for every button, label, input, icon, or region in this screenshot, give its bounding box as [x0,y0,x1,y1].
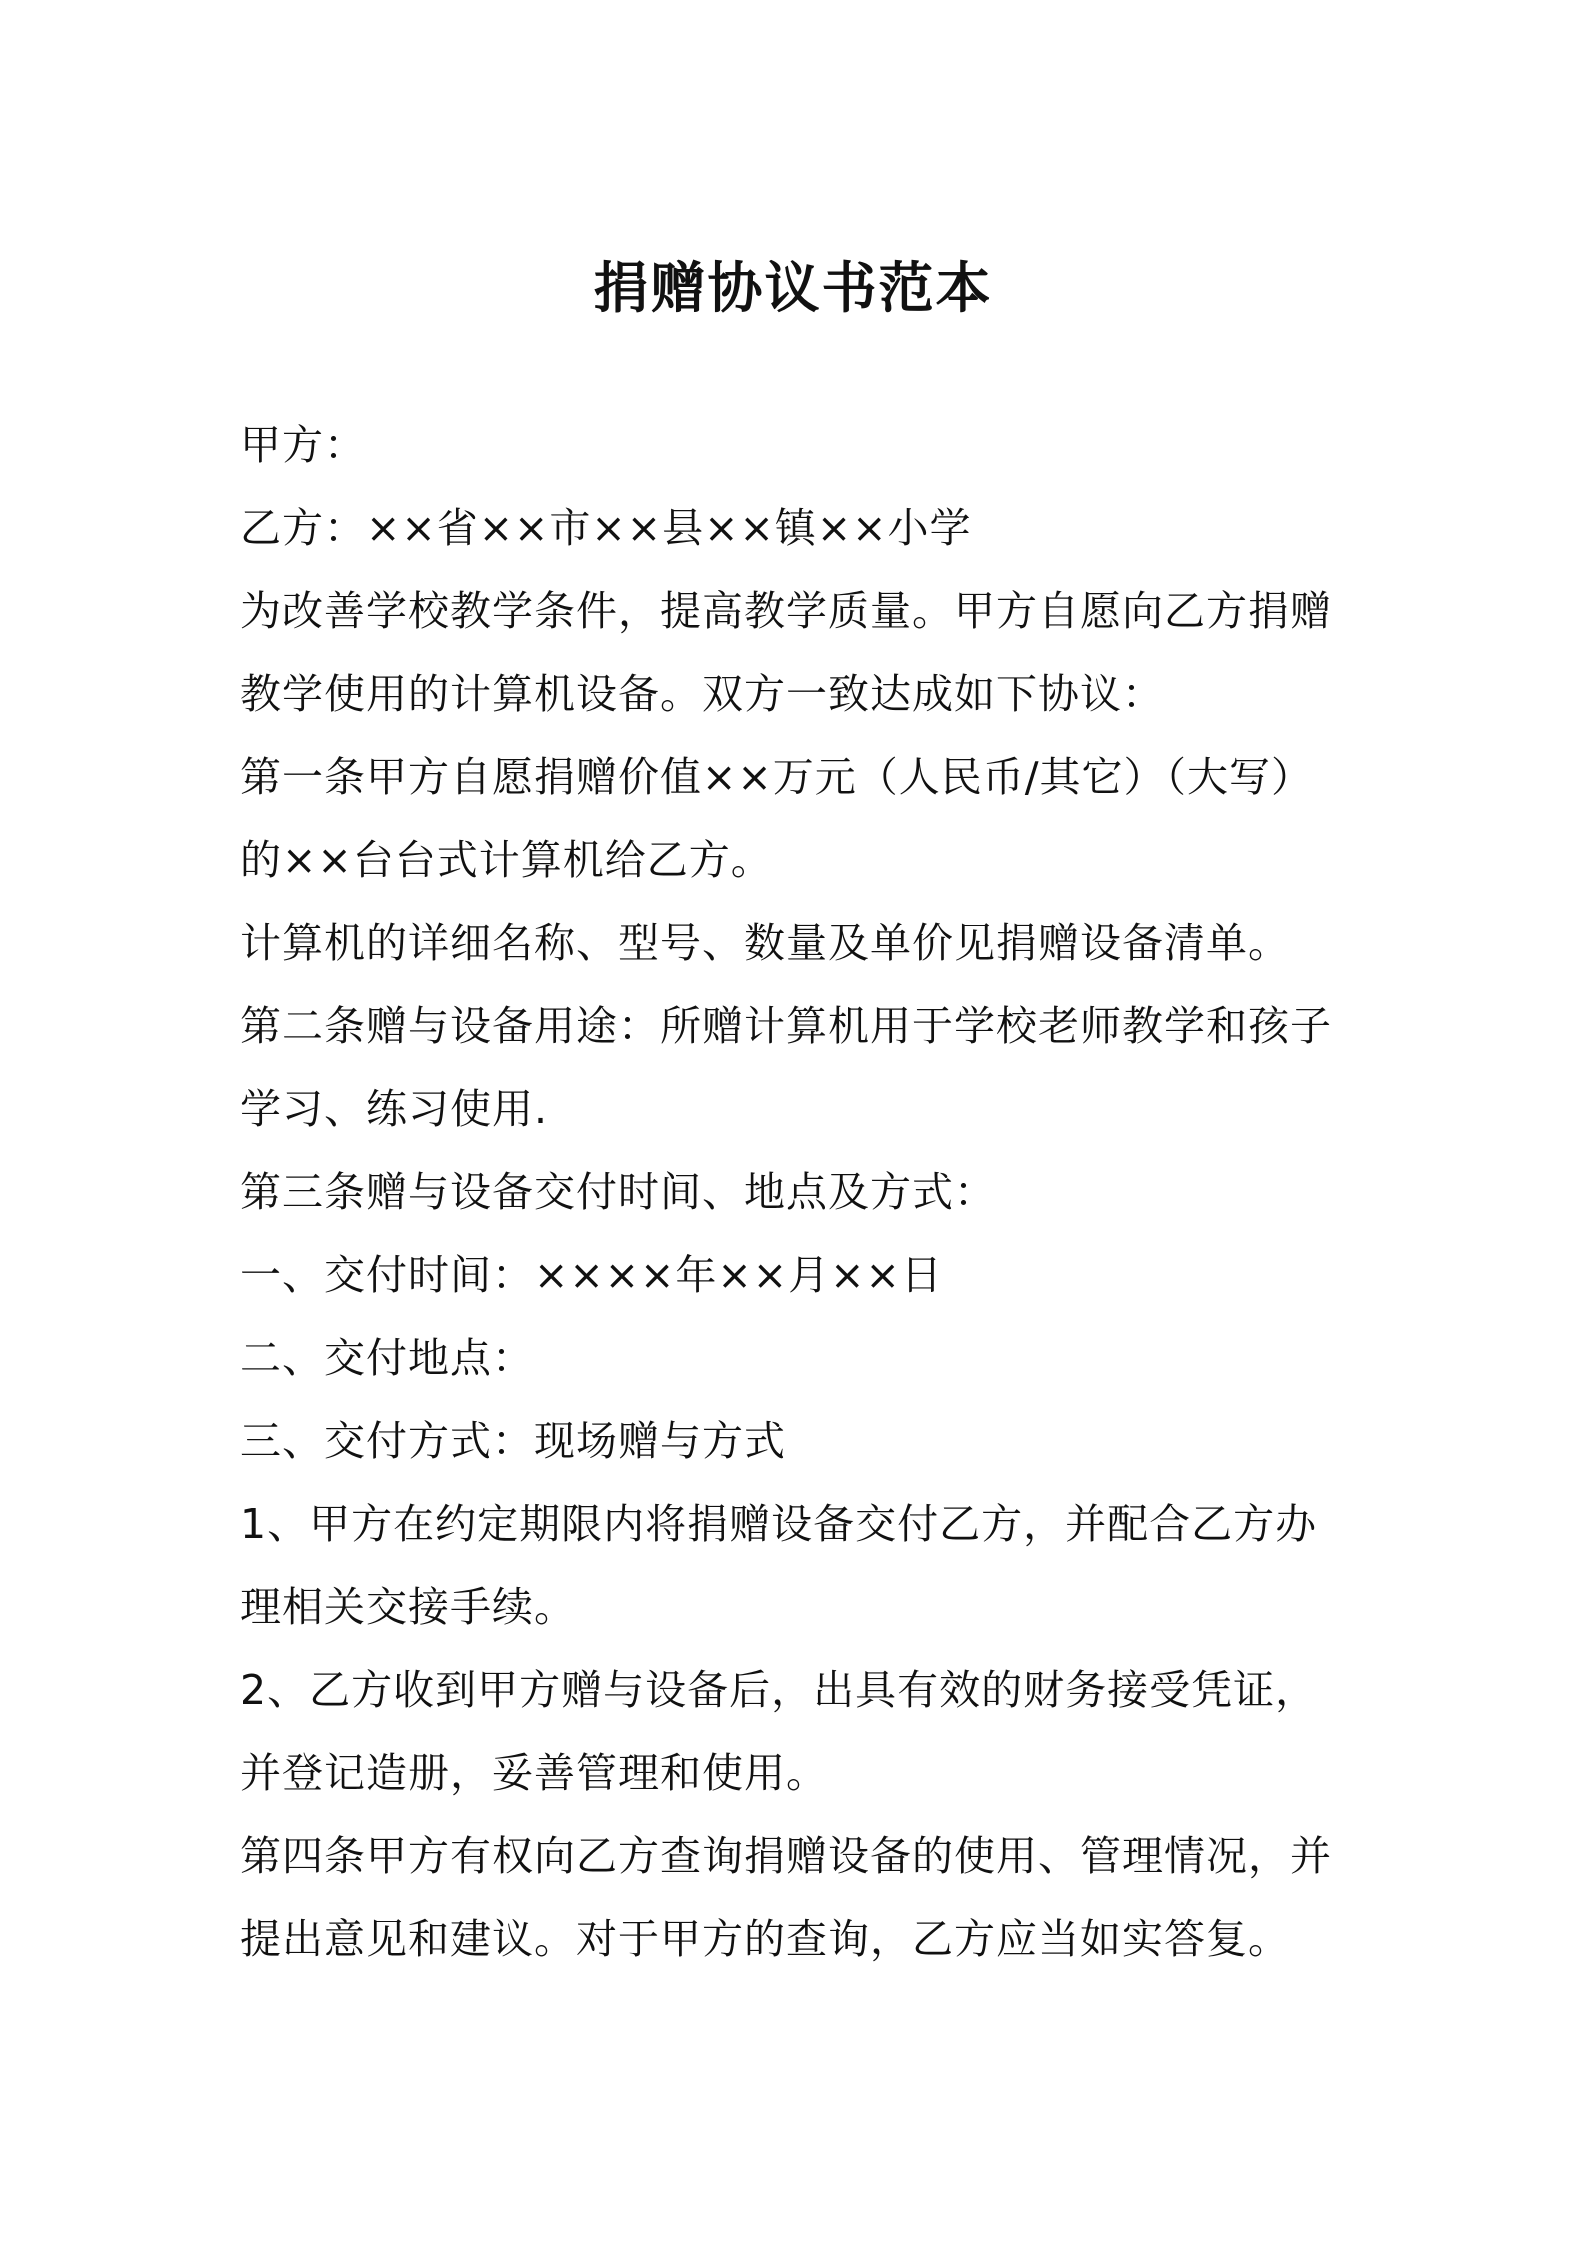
document-title: 捐赠协议书范本 [593,256,993,320]
article-4-line: 第四条甲方有权向乙方查询捐赠设备的使用、管理情况，并 [240,1832,1332,1880]
article-2-line: 第二条赠与设备用途：所赠计算机用于学校老师教学和孩子 [240,1002,1332,1050]
article-1-line: 第一条甲方自愿捐赠价值××万元（人民币/其它）（大写） [240,753,1314,801]
party-b-line: 乙方：××省××市××县××镇××小学 [240,504,972,552]
preamble-line: 为改善学校教学条件，提高教学质量。甲方自愿向乙方捐赠 [240,587,1332,635]
clause-2-line: 2、乙方收到甲方赠与设备后，出具有效的财务接受凭证， [240,1666,1318,1714]
delivery-method-line: 三、交付方式：现场赠与方式 [240,1417,786,1465]
clause-2-line: 并登记造册，妥善管理和使用。 [240,1749,828,1797]
preamble-line: 教学使用的计算机设备。双方一致达成如下协议： [240,670,1164,718]
clause-1-line: 理相关交接手续。 [240,1583,576,1631]
delivery-time-line: 一、交付时间：××××年××月××日 [240,1251,943,1299]
clause-1-line: 1、甲方在约定期限内将捐赠设备交付乙方，并配合乙方办 [240,1500,1318,1548]
delivery-place-line: 二、交付地点： [240,1334,534,1382]
article-4-line: 提出意见和建议。对于甲方的查询，乙方应当如实答复。 [240,1915,1290,1963]
article-2-line: 学习、练习使用. [240,1085,549,1133]
article-1-line: 计算机的详细名称、型号、数量及单价见捐赠设备清单。 [240,919,1290,967]
document-body [240,404,1370,1981]
party-a-line: 甲方： [240,421,366,469]
article-1-line: 的××台台式计算机给乙方。 [240,836,773,884]
article-3-line: 第三条赠与设备交付时间、地点及方式： [240,1168,996,1216]
